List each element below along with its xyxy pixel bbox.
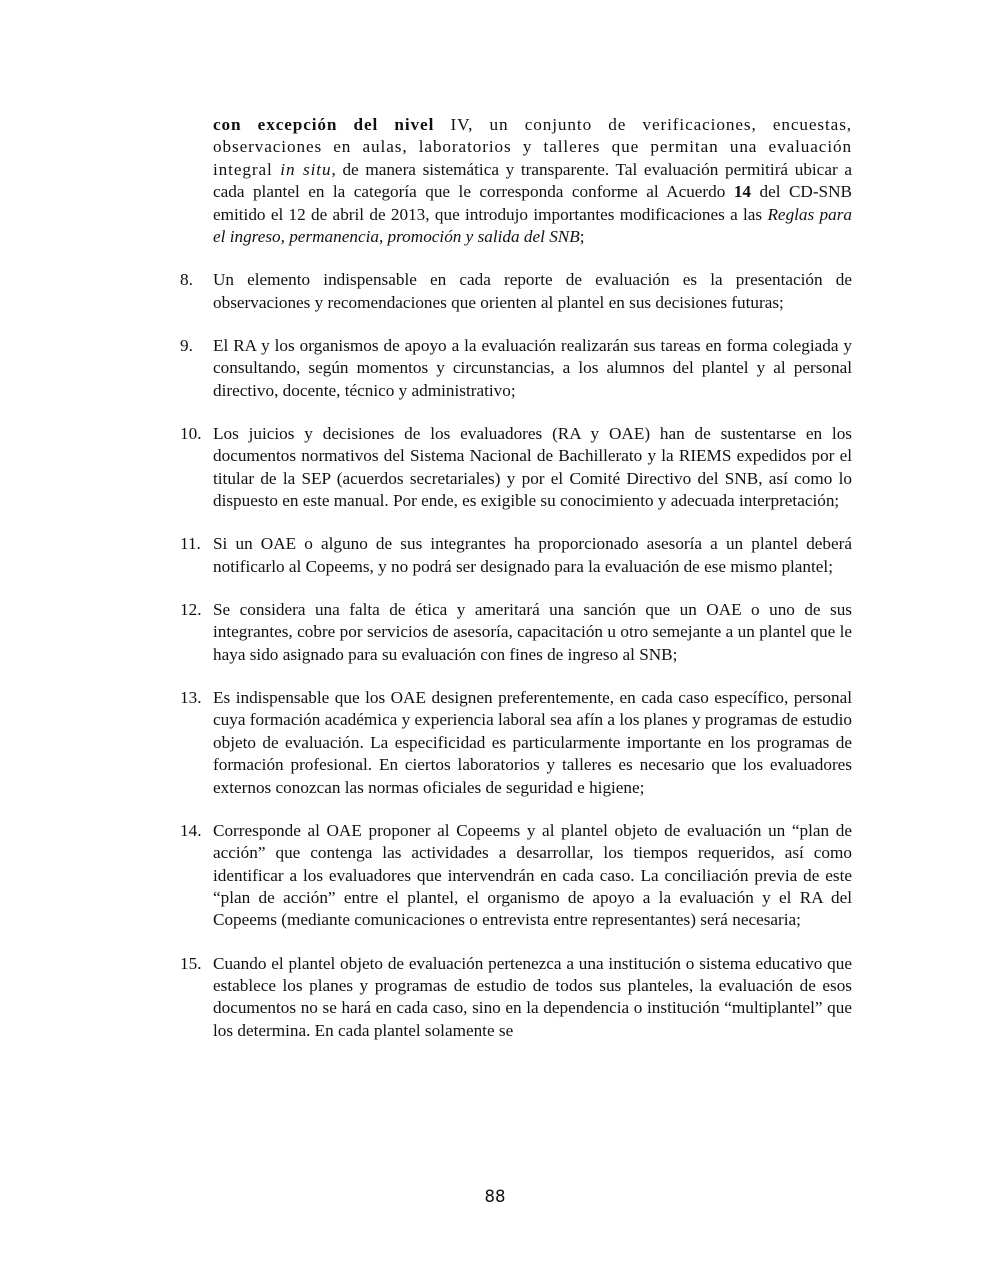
rules-title: Reglas para el ingreso, permanencia, promoción y salida del SNB — [213, 204, 852, 247]
list-text: Se considera una falta de ética y ameritará una sanción que un OAE o uno de sus integrantes, cobre por servicios de asesoría, capacitación u otro semejante a un plantel que le haya sido asignado para su evaluación con fines de ingreso al SNB; — [213, 599, 852, 664]
list-text: Es indispensable que los OAE designen preferentemente, en cada caso específico, personal cuya formación académica y experiencia laboral sea afín a los planes y programas de estudio objeto de evaluación. La especificidad es particularmente importante en los programas de formación profesional. En ciertos laboratorios y talleres es necesario que los evaluadores externos conozcan las normas oficiales de seguridad e higiene; — [213, 687, 852, 797]
list-number: 10. — [180, 423, 202, 443]
page-body — [180, 114, 852, 1042]
list-text: Corresponde al OAE proponer al Copeems y al plantel objeto de evaluación un “plan de acción” que contenga las actividades a desarrollar, los tiempos requeridos, así como identificar a los evaluadores que intervendrán en cada caso. La conciliación previa de este “plan de acción” entre el plantel, el organismo de apoyo a la evaluación y el RA del Copeems (mediante comunicaciones o entrevista entre representantes) será necesaria; — [213, 820, 852, 930]
list-text: Un elemento indispensable en cada reporte de evaluación es la presentación de observaciones y recomendaciones que orienten al plantel en sus decisiones futuras; — [213, 270, 852, 312]
list-number: 12. — [180, 599, 202, 619]
list-item-12 — [180, 599, 852, 666]
list-item-10 — [180, 423, 852, 513]
list-item-9 — [180, 335, 852, 402]
bold-lead: con excepción del nivel — [213, 115, 435, 134]
list-item-8 — [180, 269, 852, 314]
continuation-paragraph — [180, 114, 852, 248]
list-item-15 — [180, 953, 852, 1043]
list-number: 14. — [180, 820, 202, 840]
continuation-text-a: IV, un conjunto de verificaciones, encuestas, observaciones en aulas, laboratorios y talleres que permitan una evaluación integral — [213, 115, 852, 179]
list-number: 13. — [180, 687, 202, 707]
page-number: 88 — [484, 1187, 506, 1206]
list-number: 15. — [180, 953, 202, 973]
list-item-13 — [180, 687, 852, 799]
continuation-text-d: ; — [579, 227, 585, 247]
list-text: Si un OAE o alguno de sus integrantes ha proporcionado asesoría a un plantel deberá notificarlo al Copeems, y no podrá ser designado para la evaluación de ese mismo plantel; — [213, 534, 852, 576]
list-item-11 — [180, 533, 852, 578]
list-item-14 — [180, 820, 852, 932]
list-text: Los juicios y decisiones de los evaluadores (RA y OAE) han de sustentarse en los documentos normativos del Sistema Nacional de Bachillerato y la RIEMS expedidos por el titular de la SEP (acuerdos secretariales) y por el Comité Directivo del SNB, así como lo dispuesto en este manual. Por ende, es exigible su conocimiento y adecuada interpretación; — [213, 423, 852, 511]
list-number: 11. — [180, 534, 201, 554]
agreement-number: 14 — [733, 182, 751, 202]
continuation-text-c: del CD-SNB emitido el 12 de abril de 2013, que introdujo importantes modificaciones a las — [213, 182, 852, 224]
list-number: 8. — [180, 270, 193, 290]
continuation-text-b: , de manera sistemática y transparente. Tal evaluación permitirá ubicar a cada plantel en la categoría que le corresponda conforme al Acuerdo — [213, 159, 852, 202]
list-text: Cuando el plantel objeto de evaluación pertenezca a una institución o sistema educativo que establece los planes y programas de estudio de todos sus planteles, la evaluación de esos documentos no se hará en cada caso, sino en la dependencia o institución “multiplantel” que los determina. En cada plantel solamente se — [213, 953, 852, 1040]
list-text: El RA y los organismos de apoyo a la evaluación realizarán sus tareas en forma colegiada y consultando, según momentos y circunstancias, a los alumnos del plantel y al personal directivo, docente, técnico y administrativo; — [213, 335, 852, 400]
list-number: 9. — [180, 335, 193, 355]
italic-in-situ: in situ — [280, 159, 332, 179]
